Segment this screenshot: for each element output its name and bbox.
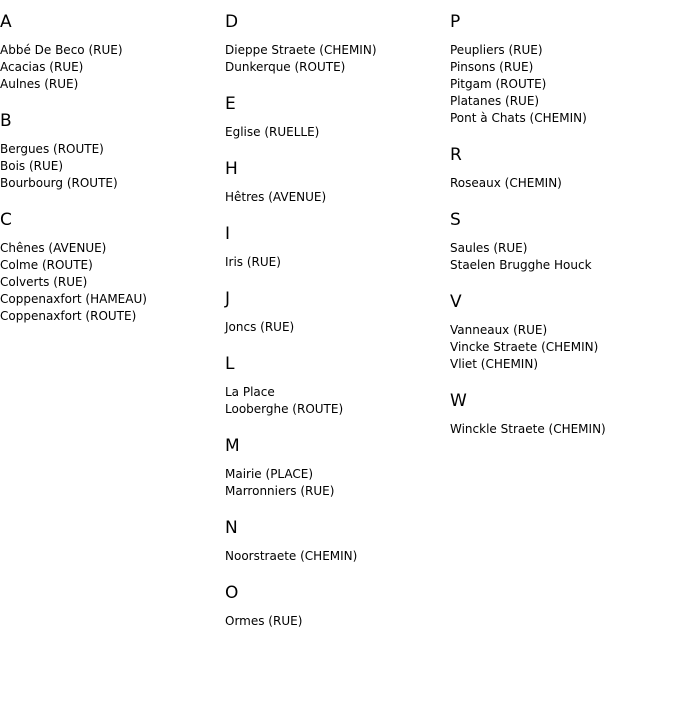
- street-link[interactable]: Staelen Brugghe Houck: [450, 258, 592, 272]
- letter-group: [450, 12, 672, 127]
- letter-heading: M: [225, 436, 240, 456]
- street-link[interactable]: Coppenaxfort (HAMEAU): [0, 292, 147, 306]
- letter-group: [450, 391, 672, 438]
- street-link[interactable]: Mairie (PLACE): [225, 467, 314, 481]
- street-link[interactable]: Winckle Straete (CHEMIN): [450, 422, 606, 436]
- street-list: [450, 421, 672, 438]
- letter-group: [225, 583, 447, 630]
- street-link[interactable]: Iris (RUE): [225, 255, 281, 269]
- street-list: [225, 613, 447, 630]
- street-link[interactable]: Bourbourg (ROUTE): [0, 176, 118, 190]
- street-link[interactable]: Ormes (RUE): [225, 614, 303, 628]
- street-link[interactable]: Chênes (AVENUE): [0, 241, 107, 255]
- street-link[interactable]: Dieppe Straete (CHEMIN): [225, 43, 377, 57]
- letter-group: [0, 12, 222, 93]
- letter-group: [225, 518, 447, 565]
- letter-heading: C: [0, 210, 12, 230]
- letter-heading: N: [225, 518, 238, 538]
- street-link[interactable]: Bergues (ROUTE): [0, 142, 104, 156]
- letter-heading: P: [450, 12, 461, 32]
- street-link[interactable]: Coppenaxfort (ROUTE): [0, 309, 137, 323]
- street-link[interactable]: Pitgam (ROUTE): [450, 77, 547, 91]
- street-link[interactable]: Hêtres (AVENUE): [225, 190, 327, 204]
- directory-column: [0, 12, 222, 343]
- street-link[interactable]: Joncs (RUE): [225, 320, 295, 334]
- letter-group: [0, 210, 222, 325]
- street-list: [225, 42, 447, 76]
- street-list: [0, 240, 222, 325]
- street-link[interactable]: Colverts (RUE): [0, 275, 88, 289]
- street-link[interactable]: Eglise (RUELLE): [225, 125, 320, 139]
- street-link[interactable]: Pinsons (RUE): [450, 60, 534, 74]
- directory-column: [225, 12, 447, 648]
- street-link[interactable]: Marronniers (RUE): [225, 484, 335, 498]
- letter-heading: W: [450, 391, 467, 411]
- letter-group: [450, 292, 672, 373]
- letter-group: [225, 12, 447, 76]
- street-link[interactable]: La Place: [225, 385, 275, 399]
- letter-heading: H: [225, 159, 238, 179]
- letter-heading: E: [225, 94, 236, 114]
- street-link[interactable]: Abbé De Beco (RUE): [0, 43, 123, 57]
- street-link[interactable]: Saules (RUE): [450, 241, 528, 255]
- street-list: [450, 322, 672, 373]
- letter-group: [450, 210, 672, 274]
- street-list: [225, 319, 447, 336]
- letter-group: [225, 94, 447, 141]
- street-list: [450, 175, 672, 192]
- letter-group: [225, 159, 447, 206]
- letter-group: [225, 289, 447, 336]
- street-link[interactable]: Vanneaux (RUE): [450, 323, 548, 337]
- street-link[interactable]: Vincke Straete (CHEMIN): [450, 340, 599, 354]
- street-link[interactable]: Aulnes (RUE): [0, 77, 79, 91]
- letter-heading: I: [225, 224, 231, 244]
- letter-heading: D: [225, 12, 239, 32]
- street-list: [225, 548, 447, 565]
- street-link[interactable]: Noorstraete (CHEMIN): [225, 549, 358, 563]
- street-list: [225, 254, 447, 271]
- street-link[interactable]: Dunkerque (ROUTE): [225, 60, 346, 74]
- street-link[interactable]: Vliet (CHEMIN): [450, 357, 538, 371]
- street-list: [450, 240, 672, 274]
- letter-heading: A: [0, 12, 12, 32]
- letter-heading: L: [225, 354, 235, 374]
- street-list: [225, 124, 447, 141]
- street-link[interactable]: Acacias (RUE): [0, 60, 84, 74]
- letter-group: [225, 436, 447, 500]
- letter-group: [0, 111, 222, 192]
- directory-column: [450, 12, 672, 456]
- street-link[interactable]: Peupliers (RUE): [450, 43, 543, 57]
- letter-group: [450, 145, 672, 192]
- street-link[interactable]: Platanes (RUE): [450, 94, 540, 108]
- street-link[interactable]: Pont à Chats (CHEMIN): [450, 111, 587, 125]
- letter-heading: B: [0, 111, 12, 131]
- street-link[interactable]: Bois (RUE): [0, 159, 64, 173]
- letter-heading: R: [450, 145, 462, 165]
- street-list: [0, 141, 222, 192]
- street-list: [225, 466, 447, 500]
- street-list: [225, 384, 447, 418]
- letter-group: [225, 224, 447, 271]
- street-link[interactable]: Colme (ROUTE): [0, 258, 93, 272]
- street-list: [225, 189, 447, 206]
- letter-heading: O: [225, 583, 239, 603]
- street-link[interactable]: Looberghe (ROUTE): [225, 402, 344, 416]
- letter-group: [225, 354, 447, 418]
- letter-heading: J: [225, 289, 231, 309]
- street-list: [0, 42, 222, 93]
- street-list: [450, 42, 672, 127]
- letter-heading: V: [450, 292, 462, 312]
- letter-heading: S: [450, 210, 461, 230]
- street-link[interactable]: Roseaux (CHEMIN): [450, 176, 562, 190]
